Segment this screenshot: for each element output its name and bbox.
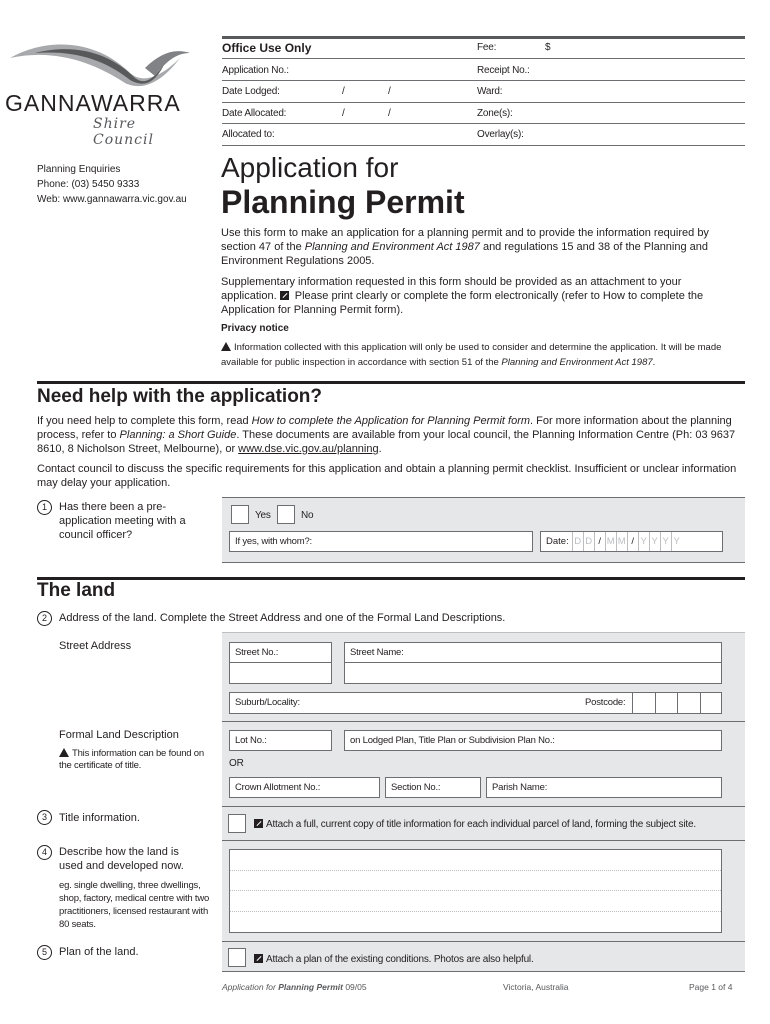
contact-heading: Planning Enquiries: [37, 164, 121, 175]
plan-checkbox[interactable]: [228, 948, 246, 967]
page-title: Planning Permit: [221, 184, 465, 220]
q1-label: Has there been a pre-application meeting with a council officer?: [59, 501, 186, 541]
title-info-checkbox[interactable]: [228, 814, 246, 833]
crown-allotment-input[interactable]: Crown Allotment No.:: [229, 777, 380, 798]
help-heading: Need help with the application?: [37, 386, 323, 407]
land-use-textarea[interactable]: [229, 849, 722, 933]
parish-name-input[interactable]: Parish Name:: [486, 777, 722, 798]
zones-label: Zone(s):: [477, 108, 513, 119]
fee-dollar: $: [545, 42, 551, 53]
office-title: Office Use Only: [222, 41, 312, 55]
footer-location: Victoria, Australia: [503, 982, 569, 992]
logo-wave-icon: [5, 38, 190, 93]
postcode-input[interactable]: [632, 693, 722, 713]
lot-no-input[interactable]: Lot No.:: [229, 730, 332, 751]
contact-phone: Phone: (03) 5450 9333: [37, 179, 140, 190]
contact-info: [37, 162, 187, 207]
privacy-text: Information collected with this application will only be used to consider and determine the application. It will be made available for public inspection in accordance with section 51 of the Planning and Environment Act 1987.: [221, 342, 722, 368]
receipt-no-label: Receipt No.:: [477, 65, 530, 76]
plan-attach: Attach a plan of the existing conditions. Photos are also helpful.: [254, 954, 534, 965]
q2-label: Address of the land. Complete the Street Address and one of the Formal Land Descriptions.: [59, 612, 506, 624]
question-number-5: 5: [37, 945, 52, 960]
application-no-label: Application No.:: [222, 65, 289, 76]
date-label: Date:: [546, 536, 569, 547]
land-heading: The land: [37, 580, 116, 601]
ward-label: Ward:: [477, 86, 503, 97]
postcode-label: Postcode:: [585, 697, 626, 708]
section-no-input[interactable]: Section No.:: [385, 777, 481, 798]
pencil-icon: [254, 954, 263, 963]
date-allocated-label: Date Allocated:: [222, 108, 287, 119]
street-address-label: Street Address: [59, 640, 132, 652]
yes-checkbox[interactable]: [231, 505, 249, 524]
contact-council-paragraph: Contact council to discuss the specific requirements for this application and obtain a planning permit checklist. Insufficient or unclear information may delay your application.: [37, 463, 737, 489]
warning-icon: [221, 342, 231, 351]
allocated-to-label: Allocated to:: [222, 129, 275, 140]
suburb-input[interactable]: Suburb/Locality: Postcode:: [229, 692, 722, 714]
fee-label: Fee:: [477, 42, 497, 53]
supplementary-paragraph: Supplementary information requested in this form should be provided as an attachment to your application. Please print clearly or complete the form electronically (refer to How to complete the Application for Planning Permit form).: [221, 276, 704, 316]
warning-icon: [59, 748, 69, 757]
date-lodged-label: Date Lodged:: [222, 86, 280, 97]
whom-input[interactable]: If yes, with whom?:: [229, 531, 533, 552]
help-paragraph: If you need help to complete this form, read How to complete the Application for Planning Permit form. For more information about the planning process, refer to Planning: a Short Guide. These documents are available from your local council, the Planning Information Centre (Ph: 03 9637 8610, 8 Nicholson Street, Melbourne), or www.dse.vic.gov.au/planning.: [37, 415, 736, 455]
pencil-icon: [280, 291, 289, 300]
planning-link[interactable]: www.dse.vic.gov.au/planning: [238, 443, 379, 455]
footer-form-name: Application for Planning Permit 09/05: [222, 982, 367, 992]
formal-land-note: This information can be found on the certificate of title.: [59, 748, 204, 771]
q3-label: Title information.: [59, 812, 140, 824]
q1-panel: [222, 497, 745, 563]
yes-label: Yes: [255, 510, 271, 521]
question-number-1: 1: [37, 500, 52, 515]
q4-example: eg. single dwelling, three dwellings, shop, factory, medical centre with two practitioners, licensed restaurant with 80 seats.: [59, 880, 210, 930]
date-slash: /: [388, 108, 391, 119]
pencil-icon: [254, 819, 263, 828]
no-checkbox[interactable]: [277, 505, 295, 524]
title-line1: Application for: [221, 152, 399, 183]
date-slash: /: [342, 86, 345, 97]
street-no-input[interactable]: Street No.:: [229, 642, 332, 684]
question-number-4: 4: [37, 845, 52, 860]
or-label: OR: [229, 758, 244, 769]
formal-land-label: Formal Land Description: [59, 729, 179, 741]
plan-no-input[interactable]: on Lodged Plan, Title Plan or Subdivision Plan No.:: [344, 730, 722, 751]
council-logo: [5, 38, 190, 148]
question-number-3: 3: [37, 810, 52, 825]
contact-web: Web: www.gannawarra.vic.gov.au: [37, 194, 187, 205]
intro-paragraph: Use this form to make an application for a planning permit and to provide the information required by section 47 of the Planning and Environment Act 1987 and regulations 15 and 38 of the Planning and Environment Regulations 2005.: [221, 227, 709, 267]
no-label: No: [301, 510, 314, 521]
page-number: Page 1 of 4: [689, 982, 733, 992]
date-slash: /: [388, 86, 391, 97]
overlays-label: Overlay(s):: [477, 129, 524, 140]
meeting-date-input[interactable]: Date: D D / M M / Y Y Y Y: [540, 531, 723, 552]
q5-label: Plan of the land.: [59, 946, 139, 958]
street-name-input[interactable]: Street Name:: [344, 642, 722, 684]
logo-sub: Shire Council: [93, 116, 154, 148]
title-info-attach: Attach a full, current copy of title information for each individual parcel of land, forming the subject site.: [254, 819, 696, 830]
logo-name: GANNAWARRA: [5, 90, 181, 116]
q4-label: Describe how the land is used and developed now.: [59, 846, 184, 872]
date-slash: /: [342, 108, 345, 119]
privacy-heading: Privacy notice: [221, 323, 289, 334]
question-number-2: 2: [37, 611, 52, 626]
